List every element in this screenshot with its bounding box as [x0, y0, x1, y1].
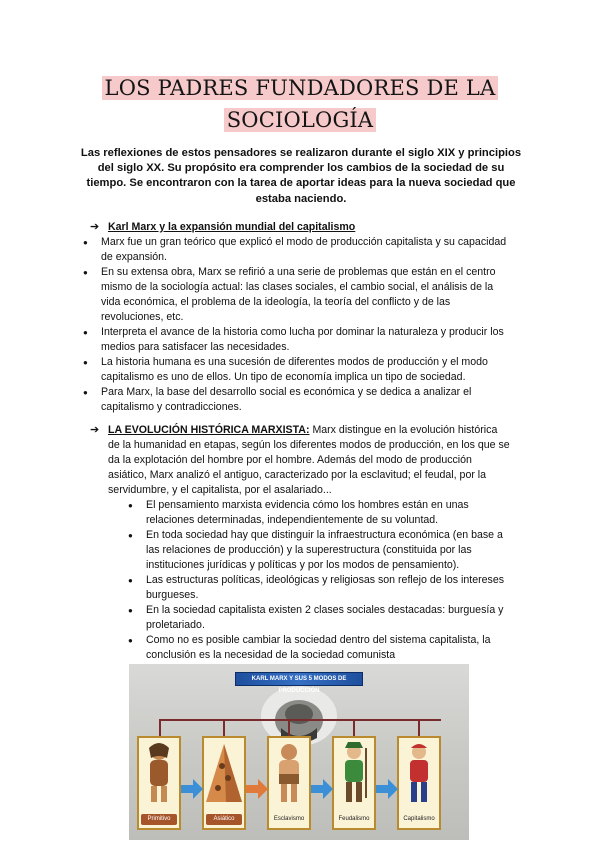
title-line-2: SOCIOLOGÍA — [224, 108, 377, 132]
stage-card-asiatico — [202, 736, 246, 830]
intro-paragraph: Las reflexiones de estos pensadores se realizaron durante el siglo XIX y principios del siglo XX. Su propósito era comprender los cambios de la sociedad de su tiempo. Se encontraron con la tarea de aportar ideas para la nueva sociedad que estaba naciendo. — [80, 147, 522, 205]
section-karl-marx — [90, 220, 510, 415]
section-paragraph: Marx distingue en la evolución histórica de la humanidad en etapas, según los diferentes modos de producción, en los que se da la explotación del hombre por el hombre. Además del modo de producción asiático, Marx analizó el antiguo, caracterizado por la esclavitud; el feudal, por la servidumbre, y el capitalista, por el asalariado... — [108, 424, 510, 496]
worker-icon — [399, 738, 439, 808]
tree-connector — [159, 719, 441, 721]
stage-card-esclavismo — [267, 736, 311, 830]
list-item: ● En la sociedad capitalista existen 2 clases sociales destacadas: burguesía y proletariado. — [128, 603, 510, 633]
stage-label: Primitivo — [141, 814, 177, 825]
tree-connector — [353, 719, 355, 737]
stage-label: Feudalismo — [338, 816, 370, 822]
arrow-right-icon: ➔ — [90, 221, 100, 233]
list-item: ● Marx fue un gran teórico que explicó el modo de producción capitalista y su capacidad de expansión. — [83, 235, 510, 265]
tree-connector — [223, 719, 225, 737]
stage-label: Esclavismo — [273, 816, 305, 822]
bullet-list — [128, 498, 510, 663]
arrow-right-icon — [181, 779, 203, 799]
arrow-right-icon: ➔ — [90, 424, 100, 436]
slave-figure-icon — [269, 738, 309, 808]
page-title — [0, 72, 600, 136]
section-heading: LA EVOLUCIÓN HISTÓRICA MARXISTA: — [108, 424, 310, 436]
arrow-right-icon — [246, 779, 268, 799]
arrow-right-icon — [376, 779, 398, 799]
tree-connector — [418, 719, 420, 737]
stage-card-capitalismo — [397, 736, 441, 830]
list-item: ● Para Marx, la base del desarrollo social es económica y se dedica a analizar el capitalismo y contradicciones. — [83, 385, 510, 415]
stage-label: Asiático — [206, 814, 242, 825]
stage-card-feudalismo — [332, 736, 376, 830]
peasant-icon — [334, 738, 374, 808]
list-item: ● Como no es posible cambiar la sociedad dentro del sistema capitalista, la conclusión es la necesidad de la sociedad comunista — [128, 633, 510, 663]
section-heading-row — [90, 423, 510, 498]
list-item: ● El pensamiento marxista evidencia cómo los hombres están en unas relaciones determinadas, independientemente de su voluntad. — [128, 498, 510, 528]
stage-label: Capitalismo — [403, 816, 435, 822]
tree-connector — [159, 719, 161, 737]
title-line-1: LOS PADRES FUNDADORES DE LA — [102, 76, 499, 100]
arrow-right-icon — [311, 779, 333, 799]
list-item: ● Las estructuras políticas, ideológicas y religiosas son reflejo de los intereses burgueses. — [128, 573, 510, 603]
tree-connector — [288, 719, 290, 737]
bullet-list — [83, 235, 510, 415]
section-heading-row — [90, 220, 510, 235]
pyramid-icon — [204, 738, 244, 808]
section-heading: Karl Marx y la expansión mundial del capitalismo — [108, 221, 356, 233]
list-item: ● En toda sociedad hay que distinguir la infraestructura económica (en base a las relaciones de producción) y la superestructura (constituida por las instituciones jurídicas y políticas y por los modos de pensamiento). — [128, 528, 510, 573]
list-item: ● La historia humana es una sucesión de diferentes modos de producción y el modo capitalismo es uno de ellos. Un tipo de economía implica un tipo de sociedad. — [83, 355, 510, 385]
caveman-icon — [139, 738, 179, 808]
stage-card-primitivo — [137, 736, 181, 830]
modes-of-production-figure — [129, 664, 469, 840]
list-item: ● En su extensa obra, Marx se refirió a una serie de problemas que están en el centro mismo de la sociología actual: las clases sociales, el cambio social, el análisis de la vida económica, el problema de la ideología, la teoría del conflicto y de las revoluciones, etc. — [83, 265, 510, 325]
section-evolucion-historica — [90, 423, 510, 663]
list-item: ● Interpreta el avance de la historia como lucha por dominar la naturaleza y producir los medios para satisfacer las necesidades. — [83, 325, 510, 355]
figure-banner: KARL MARX Y SUS 5 MODOS DE PRODUCCIÓN — [235, 672, 363, 686]
